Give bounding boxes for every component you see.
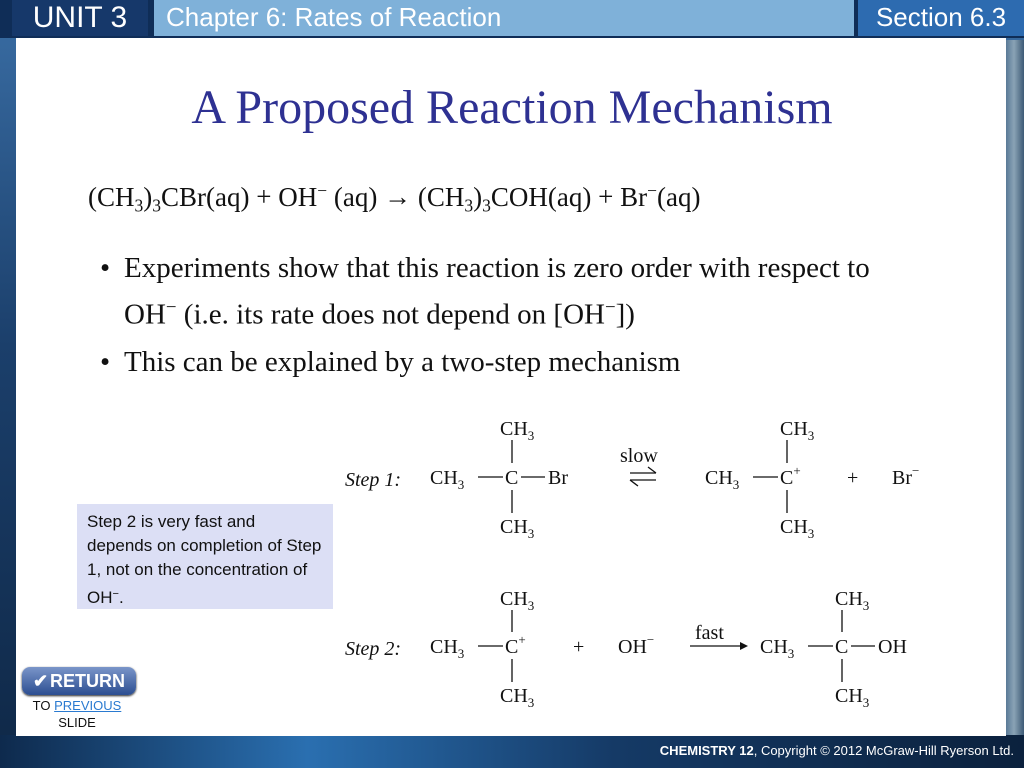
product-methyl-bottom: $CH_3$ (835, 685, 870, 710)
step2-methyl-left: $CH_3$ (430, 636, 465, 661)
equation-product-2: Br−(aq) (620, 180, 701, 212)
return-button-label: RETURN (50, 671, 126, 691)
footer-copyright (660, 743, 1014, 758)
bullet-item: • This can be explained by a two-step mechanism (100, 342, 900, 382)
slide-title: A Proposed Reaction Mechanism (191, 81, 833, 134)
previous-slide-link[interactable]: PREVIOUS (54, 698, 122, 713)
step1-carbocation: C+ (780, 463, 801, 489)
equation-reactant-2: OH− (aq) (278, 180, 378, 212)
footer-copyright-text: , Copyright © 2012 McGraw-Hill Ryerson Ltd. (753, 743, 1014, 758)
product-methyl-left: $CH_3$ (760, 636, 795, 661)
product-methyl-top: $CH_3$ (835, 588, 870, 613)
check-arrow-icon: ✔ (32, 671, 49, 691)
step1-methyl-top: $CH_3$ (500, 418, 535, 443)
fast-label: fast (695, 622, 724, 644)
step1-bromine: Br (548, 467, 568, 489)
step2-methyl-bottom: $CH_3$ (500, 685, 535, 710)
step-1-label: Step 1: (345, 469, 402, 491)
step1-bromide: Br− (892, 463, 920, 489)
unit-label: UNIT 3 (12, 0, 148, 36)
bullet-list (100, 248, 900, 390)
return-to-suffix: SLIDE (58, 715, 96, 730)
step1-methyl-left: $CH_3$ (430, 467, 465, 492)
return-to-text (22, 697, 132, 731)
equilibrium-arrow-icon (630, 467, 656, 486)
chapter-label: Chapter 6: Rates of Reaction (154, 0, 854, 36)
footer-course: CHEMISTRY 12 (659, 743, 754, 758)
background-decoration-right (1004, 40, 1024, 740)
slow-label: slow (620, 445, 658, 467)
product-hydroxyl: OH (878, 636, 907, 658)
equation-product-1: $(CH_3)_3COH(aq)$ (417, 181, 592, 215)
step2-hydroxide: OH− (618, 632, 655, 658)
step1-methyl-bottom: $CH_3$ (500, 516, 535, 541)
reaction-arrow-icon: → (384, 181, 418, 212)
step1-cation-methyl-bottom: $CH_3$ (780, 516, 815, 541)
equation-reactant-1: $(CH_3)_3CBr(aq)$ (88, 181, 250, 215)
product-central-carbon: C (835, 636, 849, 658)
step2-methyl-top: $CH_3$ (500, 588, 535, 613)
bullet-item: • Experiments show that this reaction is zero order with respect to OH− (i.e. its rate does not depend on [OH−]) (100, 248, 900, 334)
mechanism-diagram (340, 410, 960, 720)
step-2-label: Step 2: (345, 638, 402, 660)
step2-plus: + (573, 636, 585, 658)
note-box: Step 2 is very fast and depends on completion of Step 1, not on the concentration of OH−. (77, 504, 333, 609)
header-bar (0, 0, 1024, 38)
step2-carbocation: C+ (505, 632, 526, 658)
section-label: Section 6.3 (858, 0, 1024, 36)
overall-equation: $(CH_3)_3CBr(aq) + OH^-$ $(aq) \to (CH_3)_3COH(aq) + Br^-(aq)$ (88, 180, 701, 215)
step1-cation-methyl-top: $CH_3$ (780, 418, 815, 443)
step1-cation-methyl-left: $CH_3$ (705, 467, 740, 492)
step1-central-carbon: C (505, 467, 519, 489)
return-to-prefix: TO (32, 698, 51, 713)
step1-plus: + (847, 467, 859, 489)
return-button[interactable] (22, 667, 136, 695)
